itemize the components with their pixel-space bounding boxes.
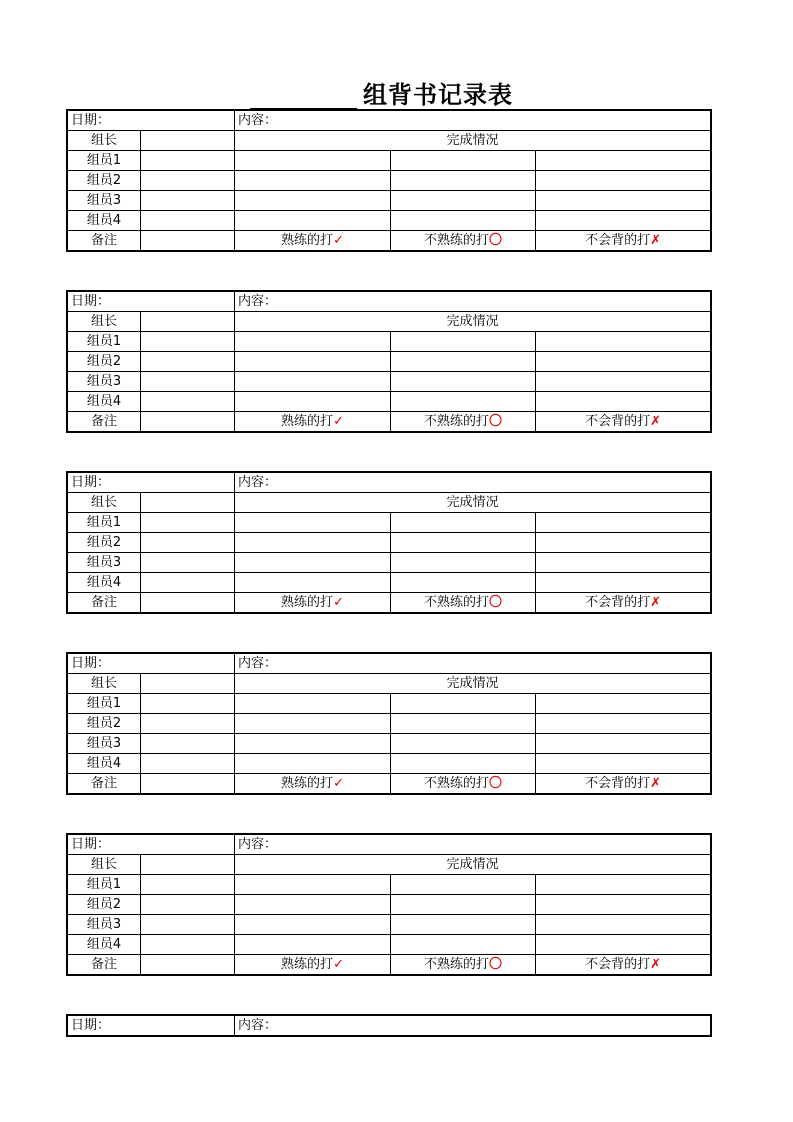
status-cell-unfamiliar[interactable]: [391, 191, 536, 211]
member-name-cell[interactable]: [141, 211, 235, 231]
content-label: 内容：: [238, 1018, 278, 1033]
member-label: 组员1: [68, 694, 141, 714]
legend-unfamiliar-text: 不熟练的打: [424, 957, 490, 972]
legend-familiar: [235, 231, 391, 251]
date-field[interactable]: [68, 292, 235, 312]
leader-label: 组长: [68, 493, 141, 513]
content-label: 内容：: [238, 113, 278, 128]
member-name-cell[interactable]: [141, 513, 235, 533]
date-label: 日期：: [71, 656, 111, 671]
content-field[interactable]: [235, 1016, 711, 1036]
content-field[interactable]: [235, 473, 711, 493]
date-content-row: [68, 111, 711, 131]
status-cell-cannot[interactable]: [536, 915, 711, 935]
legend-familiar-text: 熟练的打: [281, 414, 334, 429]
status-cell-cannot[interactable]: [536, 171, 711, 191]
member-label: 组员3: [68, 372, 141, 392]
status-cell-familiar[interactable]: [235, 935, 391, 955]
status-cell-unfamiliar[interactable]: [391, 553, 536, 573]
record-table-6: [67, 1015, 711, 1036]
leader-label: 组长: [68, 312, 141, 332]
status-cell-unfamiliar[interactable]: [391, 352, 536, 372]
status-header: 完成情况: [235, 312, 711, 332]
member-name-cell[interactable]: [141, 915, 235, 935]
date-field[interactable]: [68, 835, 235, 855]
note-label: 备注: [68, 774, 141, 794]
legend-cannot-text: 不会背的打: [585, 233, 651, 248]
member-name-cell[interactable]: [141, 895, 235, 915]
date-label: 日期：: [71, 294, 111, 309]
leader-name-cell[interactable]: [141, 131, 235, 151]
title-row: [250, 76, 513, 110]
status-cell-cannot[interactable]: [536, 513, 711, 533]
note-cell[interactable]: [141, 955, 235, 975]
status-cell-familiar[interactable]: [235, 573, 391, 593]
note-label: 备注: [68, 593, 141, 613]
record-table-4: [67, 653, 711, 794]
status-cell-unfamiliar[interactable]: [391, 211, 536, 231]
status-cell-unfamiliar[interactable]: [391, 875, 536, 895]
date-content-row: [68, 835, 711, 855]
legend-familiar-text: 熟练的打: [281, 776, 334, 791]
legend-cannot-text: 不会背的打: [585, 595, 651, 610]
legend-cannot-text: 不会背的打: [585, 776, 651, 791]
status-cell-familiar[interactable]: [235, 895, 391, 915]
legend-familiar-text: 熟练的打: [281, 233, 334, 248]
legend-unfamiliar: [391, 593, 536, 613]
status-cell-cannot[interactable]: [536, 935, 711, 955]
record-table-3: [67, 472, 711, 613]
member-name-cell[interactable]: [141, 754, 235, 774]
content-label: 内容：: [238, 837, 278, 852]
member-name-cell[interactable]: [141, 734, 235, 754]
leader-row: [68, 312, 711, 332]
legend-familiar: [235, 412, 391, 432]
legend-unfamiliar-text: 不熟练的打: [424, 414, 490, 429]
status-cell-cannot[interactable]: [536, 895, 711, 915]
leader-name-cell[interactable]: [141, 493, 235, 513]
group-name-blank-line[interactable]: [250, 78, 357, 110]
member-row: [68, 372, 711, 392]
cross-mark-icon: ✗: [650, 776, 661, 791]
content-label: 内容：: [238, 656, 278, 671]
member-row: [68, 573, 711, 593]
note-cell[interactable]: [141, 412, 235, 432]
status-cell-unfamiliar[interactable]: [391, 171, 536, 191]
status-cell-familiar[interactable]: [235, 151, 391, 171]
status-cell-unfamiliar[interactable]: [391, 895, 536, 915]
member-row: [68, 513, 711, 533]
content-label: 内容：: [238, 475, 278, 490]
date-field[interactable]: [68, 473, 235, 493]
status-cell-unfamiliar[interactable]: [391, 734, 536, 754]
member-label: 组员2: [68, 352, 141, 372]
member-label: 组员2: [68, 714, 141, 734]
status-cell-cannot[interactable]: [536, 734, 711, 754]
date-label: 日期：: [71, 837, 111, 852]
member-row: [68, 151, 711, 171]
legend-unfamiliar: [391, 774, 536, 794]
member-name-cell[interactable]: [141, 533, 235, 553]
legend-familiar: [235, 774, 391, 794]
member-row: [68, 935, 711, 955]
status-cell-cannot[interactable]: [536, 191, 711, 211]
note-label: 备注: [68, 955, 141, 975]
legend-familiar: [235, 955, 391, 975]
member-label: 组员2: [68, 895, 141, 915]
member-label: 组员1: [68, 151, 141, 171]
member-name-cell[interactable]: [141, 372, 235, 392]
leader-name-cell[interactable]: [141, 674, 235, 694]
cross-mark-icon: ✗: [650, 957, 661, 972]
legend-familiar-text: 熟练的打: [281, 957, 334, 972]
status-cell-familiar[interactable]: [235, 332, 391, 352]
check-mark-icon: ✓: [333, 233, 344, 248]
leader-row: [68, 855, 711, 875]
legend-cannot: [536, 412, 711, 432]
check-mark-icon: ✓: [333, 957, 344, 972]
status-header: 完成情况: [235, 855, 711, 875]
status-cell-cannot[interactable]: [536, 694, 711, 714]
status-cell-familiar[interactable]: [235, 754, 391, 774]
member-label: 组员3: [68, 191, 141, 211]
member-row: [68, 392, 711, 412]
date-content-row: [68, 654, 711, 674]
status-header: 完成情况: [235, 674, 711, 694]
legend-unfamiliar: [391, 955, 536, 975]
content-field[interactable]: [235, 654, 711, 674]
member-name-cell[interactable]: [141, 191, 235, 211]
date-content-row: [68, 473, 711, 493]
note-row: [68, 593, 711, 613]
legend-unfamiliar-text: 不熟练的打: [424, 776, 490, 791]
content-field[interactable]: [235, 835, 711, 855]
date-label: 日期：: [71, 113, 111, 128]
status-cell-familiar[interactable]: [235, 191, 391, 211]
leader-name-cell[interactable]: [141, 312, 235, 332]
status-cell-familiar[interactable]: [235, 352, 391, 372]
circle-mark-icon: 〇: [489, 414, 503, 429]
status-cell-cannot[interactable]: [536, 573, 711, 593]
legend-familiar: [235, 593, 391, 613]
status-cell-unfamiliar[interactable]: [391, 533, 536, 553]
status-cell-familiar[interactable]: [235, 372, 391, 392]
member-label: 组员1: [68, 332, 141, 352]
date-field[interactable]: [68, 1016, 235, 1036]
member-row: [68, 211, 711, 231]
status-cell-familiar[interactable]: [235, 513, 391, 533]
cross-mark-icon: ✗: [650, 233, 661, 248]
legend-cannot: [536, 774, 711, 794]
note-row: [68, 955, 711, 975]
check-mark-icon: ✓: [333, 595, 344, 610]
status-cell-familiar[interactable]: [235, 211, 391, 231]
member-name-cell[interactable]: [141, 875, 235, 895]
status-cell-unfamiliar[interactable]: [391, 754, 536, 774]
circle-mark-icon: 〇: [489, 957, 503, 972]
status-header: 完成情况: [235, 493, 711, 513]
member-label: 组员4: [68, 754, 141, 774]
note-row: [68, 412, 711, 432]
status-cell-unfamiliar[interactable]: [391, 573, 536, 593]
member-name-cell[interactable]: [141, 171, 235, 191]
member-row: [68, 191, 711, 211]
status-cell-familiar[interactable]: [235, 553, 391, 573]
leader-label: 组长: [68, 674, 141, 694]
member-label: 组员4: [68, 392, 141, 412]
legend-cannot-text: 不会背的打: [585, 414, 651, 429]
status-cell-cannot[interactable]: [536, 714, 711, 734]
member-name-cell[interactable]: [141, 332, 235, 352]
member-row: [68, 714, 711, 734]
status-cell-cannot[interactable]: [536, 533, 711, 553]
member-label: 组员3: [68, 734, 141, 754]
member-label: 组员1: [68, 875, 141, 895]
status-cell-cannot[interactable]: [536, 151, 711, 171]
status-cell-familiar[interactable]: [235, 915, 391, 935]
check-mark-icon: ✓: [333, 776, 344, 791]
content-label: 内容：: [238, 294, 278, 309]
leader-label: 组长: [68, 131, 141, 151]
status-cell-unfamiliar[interactable]: [391, 372, 536, 392]
member-row: [68, 734, 711, 754]
note-label: 备注: [68, 231, 141, 251]
member-row: [68, 694, 711, 714]
status-cell-unfamiliar[interactable]: [391, 915, 536, 935]
status-cell-familiar[interactable]: [235, 171, 391, 191]
member-label: 组员3: [68, 553, 141, 573]
date-content-row: [68, 292, 711, 312]
note-cell[interactable]: [141, 231, 235, 251]
content-field[interactable]: [235, 111, 711, 131]
member-row: [68, 754, 711, 774]
leader-label: 组长: [68, 855, 141, 875]
legend-cannot: [536, 955, 711, 975]
legend-unfamiliar-text: 不熟练的打: [424, 233, 490, 248]
status-header: 完成情况: [235, 131, 711, 151]
status-cell-familiar[interactable]: [235, 875, 391, 895]
check-mark-icon: ✓: [333, 414, 344, 429]
record-table-1: [67, 110, 711, 251]
status-cell-cannot[interactable]: [536, 553, 711, 573]
status-cell-cannot[interactable]: [536, 332, 711, 352]
status-cell-cannot[interactable]: [536, 372, 711, 392]
legend-unfamiliar: [391, 412, 536, 432]
status-cell-unfamiliar[interactable]: [391, 935, 536, 955]
legend-cannot: [536, 593, 711, 613]
status-cell-unfamiliar[interactable]: [391, 151, 536, 171]
date-label: 日期：: [71, 475, 111, 490]
date-label: 日期：: [71, 1018, 111, 1033]
member-name-cell[interactable]: [141, 714, 235, 734]
status-cell-cannot[interactable]: [536, 392, 711, 412]
date-field[interactable]: [68, 111, 235, 131]
note-cell[interactable]: [141, 774, 235, 794]
member-label: 组员4: [68, 935, 141, 955]
member-row: [68, 875, 711, 895]
legend-familiar-text: 熟练的打: [281, 595, 334, 610]
legend-unfamiliar: [391, 231, 536, 251]
status-cell-unfamiliar[interactable]: [391, 332, 536, 352]
legend-cannot: [536, 231, 711, 251]
member-row: [68, 332, 711, 352]
content-field[interactable]: [235, 292, 711, 312]
status-cell-cannot[interactable]: [536, 211, 711, 231]
member-row: [68, 533, 711, 553]
member-name-cell[interactable]: [141, 151, 235, 171]
status-cell-familiar[interactable]: [235, 533, 391, 553]
member-name-cell[interactable]: [141, 392, 235, 412]
member-name-cell[interactable]: [141, 573, 235, 593]
leader-row: [68, 674, 711, 694]
date-content-row: [68, 1016, 711, 1036]
note-label: 备注: [68, 412, 141, 432]
note-row: [68, 231, 711, 251]
member-label: 组员2: [68, 171, 141, 191]
record-table-2: [67, 291, 711, 432]
circle-mark-icon: 〇: [489, 776, 503, 791]
status-cell-familiar[interactable]: [235, 392, 391, 412]
status-cell-cannot[interactable]: [536, 754, 711, 774]
circle-mark-icon: 〇: [489, 595, 503, 610]
note-cell[interactable]: [141, 593, 235, 613]
member-name-cell[interactable]: [141, 553, 235, 573]
status-cell-familiar[interactable]: [235, 734, 391, 754]
status-cell-cannot[interactable]: [536, 875, 711, 895]
member-label: 组员4: [68, 211, 141, 231]
member-row: [68, 553, 711, 573]
member-name-cell[interactable]: [141, 935, 235, 955]
member-label: 组员2: [68, 533, 141, 553]
status-cell-unfamiliar[interactable]: [391, 392, 536, 412]
status-cell-familiar[interactable]: [235, 714, 391, 734]
cross-mark-icon: ✗: [650, 595, 661, 610]
leader-row: [68, 131, 711, 151]
status-cell-unfamiliar[interactable]: [391, 714, 536, 734]
leader-name-cell[interactable]: [141, 855, 235, 875]
member-row: [68, 171, 711, 191]
record-table-5: [67, 834, 711, 975]
member-name-cell[interactable]: [141, 694, 235, 714]
note-row: [68, 774, 711, 794]
cross-mark-icon: ✗: [650, 414, 661, 429]
member-label: 组员3: [68, 915, 141, 935]
legend-unfamiliar-text: 不熟练的打: [424, 595, 490, 610]
legend-cannot-text: 不会背的打: [585, 957, 651, 972]
leader-row: [68, 493, 711, 513]
member-name-cell[interactable]: [141, 352, 235, 372]
status-cell-unfamiliar[interactable]: [391, 513, 536, 533]
member-label: 组员4: [68, 573, 141, 593]
status-cell-cannot[interactable]: [536, 352, 711, 372]
date-field[interactable]: [68, 654, 235, 674]
member-row: [68, 895, 711, 915]
status-cell-familiar[interactable]: [235, 694, 391, 714]
member-row: [68, 915, 711, 935]
member-row: [68, 352, 711, 372]
member-label: 组员1: [68, 513, 141, 533]
circle-mark-icon: 〇: [489, 233, 503, 248]
status-cell-unfamiliar[interactable]: [391, 694, 536, 714]
page-title: 组背书记录表: [363, 81, 513, 109]
